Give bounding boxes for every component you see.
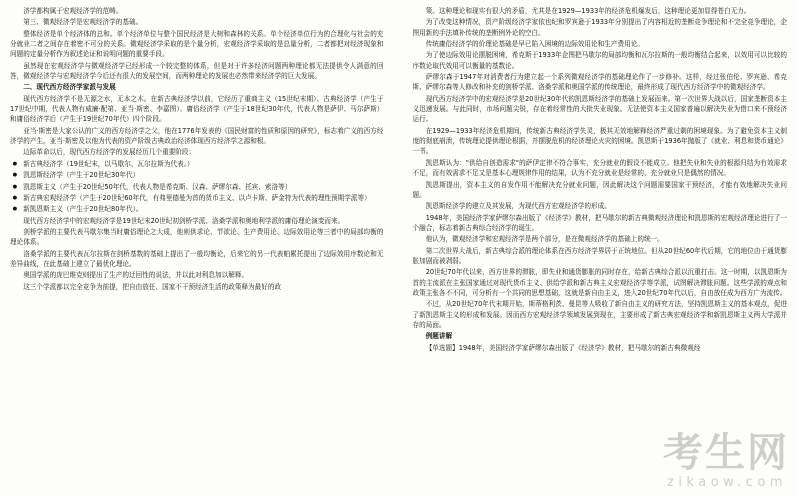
right-column-paragraph: 凯恩斯认为："供给自创造需求"的萨伊定律不符合事实，充分就业的假设不能成立。他把失业和失业的根源归结为有效需求不足，而有效需求不足又是基本心理规律作用的结果，认为不充分就业是经常的，充分就业只是偶然的情况。 xyxy=(412,158,787,178)
left-column-paragraph: 边际革命以后，现代西方经济学的发展经历几个重要阶段： xyxy=(23,148,196,157)
right-column-paragraph: 第二次世界大战后，新古典综合派的理论体系在西方经济学界居于正统地位。但从20世纪60年代后期，它的地位由于通货膨胀加剧而被剥弱。 xyxy=(412,246,787,265)
left-column-paragraph: ● 凯恩斯主义（产生于20世纪50年代，代表人物是希克斯、汉森、萨缪尔森、托宾、索洛等） xyxy=(10,182,384,192)
left-column-paragraph: 第三、微观经济学是宏观经济学的基础。 xyxy=(23,18,143,27)
left-column-paragraph: 现代西方经济学中的宏观经济学是19世纪末20世纪初剑桥学派、洛桑学派和奥地利学派的庸俗理论演变而来。 xyxy=(23,216,345,225)
left-column-paragraph: 现代西方经济学不是无源之水，无本之木。在新古典经济学以前，它经历了重商主义（15世纪末期）、古典经济学（产生于17世纪中期，代表人物有威廉·配第、亚当·斯密、李嘉图）、庸俗经济学（产生于18世纪30年代，代表人物是萨伊、马尔萨斯）和庸俗经济学后（产生于19世纪70年代）四个阶段。 xyxy=(10,94,384,124)
left-column-paragraph: 这三个学派都以完全竞争为前提，把自由放任、国家不干预经济生活的政策释为最好的政 xyxy=(23,282,282,291)
watermark-sub-text: zikaow.com xyxy=(667,475,787,490)
left-column-paragraph: ● 新凯恩斯主义（产生于20世纪80年代）。 xyxy=(10,204,384,214)
left-column-paragraph: 虽然现在宏观经济学与微观经济学已经形成一个较完整的体系，但是对于许多经济问题两种理论都无法提供令人满意的回答，微观经济学与宏观经济学今后还有很大的发展空间，而两种理论的发展也必然带来经济学的巨大发展。 xyxy=(10,61,384,81)
left-column-paragraph: 整体经济是单个经济体的总和。单个经济单位与整个国民经济是大树和森林的关系。单个经济单位行为的合理化与社会的充分就业二者之间存在着密不可分的关系。微观经济学采取的是个量分析，宏观经济学采取的是总量分析，二者都把对经济现象和问题的定量分析作为叙述论证和说明问题的重要手段。 xyxy=(10,29,384,59)
right-column-paragraph: 1948年，美国经济学家萨缪尔森出版了《经济学》教材，把马歇尔的新古典微观经济理论和凯恩斯的宏观经济理论进行了一个融合，标志着新古典综合经济学的诞生。 xyxy=(412,213,787,232)
right-column-paragraph: 例题讲解 xyxy=(425,332,453,341)
right-column-paragraph: 凯恩斯经济学的建立及其发展，为现代西方宏观经济学的形成。 xyxy=(425,202,611,211)
two-column-layout xyxy=(10,6,787,491)
right-column-paragraph: 现代西方经济学中的宏观经济学是20世纪30年代的凯恩斯经济学的基础上发展而来。第一次世界大战以后，国家垄断资本主义迅速发展。与此同时，市场问题尖锐，存在着经常性的大批失业现象。无法使资本主义国家普遍以解决失业为借口来不预经济运行。 xyxy=(412,94,787,124)
left-column-paragraph: 亚当·斯密是大家公认的广义的西方经济学之父，他在1776年发表的《国民财富的性质和原因的研究》，标志着广义的西方经济学的产生。亚当·斯密及以他为代表的资产阶级古典政治经济体现西方经济学之源和根。 xyxy=(10,126,384,146)
left-column-paragraph: ● 新古典经济学（19世纪末，以马歇尔、瓦尔拉斯为代表。） xyxy=(10,159,384,169)
right-column-paragraph: 策。这种理论和现实有很大的矛盾，尤其是在1929—1933年的经济危机爆发后，这种理论更加显得苍白无力。 xyxy=(425,7,751,15)
right-column-paragraph: 萨缪尔森于1947年对消费者行为建立起一个系列微观经济学的基础理论作了一步修补。这样，经过张伯伦、罗宾逊、希克斯、萨缪尔森等人修改和补充的剑桥学派、洛桑学派和奥国学派的传统理论，最终形成了现代西方经济学中的微观经济学。 xyxy=(412,73,787,92)
left-column-paragraph: 洛桑学派的主要代表瓦尔拉斯在剑桥基数的基础上提出了一般均衡论，后来它的另一代表帕累托提出了边际效用序数论和无差异曲线，在此基础上建立了最优化理论。 xyxy=(10,249,384,268)
right-column-paragraph: 【单选题】1948年，美国经济学家萨缪尔森出版了《经济学》教材，把马歇尔的新古典微观经 xyxy=(425,343,701,352)
left-column-paragraph: 剑桥学派的主要代表马歇尔集当时庸俗理论之大成，他则供求论、节欲论、生产费用论、边际效用论等三者中的局部均衡的理论体系。 xyxy=(10,227,384,247)
right-column-paragraph: 传统庸俗经济学的价理论基础是早已陷入困境的边际效用论和生产费用论。 xyxy=(425,40,644,49)
left-column-paragraph: 济学都构属于宏观经济学的范畴。 xyxy=(23,7,123,15)
left-column-paragraph: ● 凯恩斯经济学（产生于20世纪30年代） xyxy=(10,170,384,180)
right-column-paragraph: 凯恩斯提出，资本主义的自发作用不能解决充分就业问题，因此解决这个问题需要国家干预经济，才能有效地解决失业问题。 xyxy=(412,180,787,199)
watermark-main-text: 考生网 xyxy=(663,429,789,476)
right-column-paragraph: 他认为，微观经济学和宏观经济学是两个部分，是在微观经济学的基础上的统一。 xyxy=(425,235,664,244)
left-column-paragraph: 二、现代西方经济学家派与发展 xyxy=(23,83,116,92)
right-column-paragraph: 为了改变这种情况，资产阶级经济学家依也纪和罗宾逊于1933年分别提出了内容相近的垄断竞争理论和不完全竞争理论，企图用新的手法填补传统的垄断例外论的空白。 xyxy=(412,18,787,37)
right-column-paragraph: 为了使边际效用论摆脱困境，希克斯于1933年企图把马歇尔的局部均衡和瓦尔拉斯的一般均衡结合起来，以效用可以比较的序数论取代效用可以衡量的基数论。 xyxy=(412,51,787,70)
right-column-paragraph: 20世纪70年代以来，西方世界的滞胀，即失业和通货膨胀的同时存在，给新古典综合派以沉重打击。这一时期，以凯恩斯为首的主流派在主张国家通过对现代货币主义、供给学派和新古典主义宏观经济学等学派，试图解决滞胀问题。这些学派的观点和政策主张各不不同，可分析有一个共同的思想基础，这就是新自由主义，进入20世纪70年代以后，自由放任成为西方广为流传。 xyxy=(412,268,787,297)
left-text-column xyxy=(10,6,399,491)
right-column-paragraph: 在1929—1933年经济危机期间，传统新古典经济学失灵，极其无效地解释经济严重过剩的困境现象。为了避免资本主义制度的彻底崩溃，传统理论提供理论根据，并摆脱危机的经济理论火灾的困境。凯恩斯于1936年抛版了《就业、利息和货币通论》一书。 xyxy=(412,126,787,156)
right-column-paragraph: 不过，从20世纪70年代末期开始，斯蒂格利茨、曼昆等人吸收了新自由主义的研究方法，坚持凯恩斯主义的基本观点，促进了新凯恩斯主义的形成和发展。因而西方宏观经济学领域发展到现在，主要形成了新古典宏观经济学和新凯恩斯主义两大学派并存的局面。 xyxy=(412,300,787,329)
left-column-paragraph: ● 新古典宏观经济学（产生于20世纪60年代，有弗里德曼为首的货币主义、以卢卡斯、萨金特为代表的理性预期学派等） xyxy=(10,193,384,203)
left-column-paragraph: 奥国学派的庞巴维克则提出了生产的迂回性的说法，并以此对利息加以解释。 xyxy=(23,271,249,280)
right-text-column xyxy=(399,6,788,491)
